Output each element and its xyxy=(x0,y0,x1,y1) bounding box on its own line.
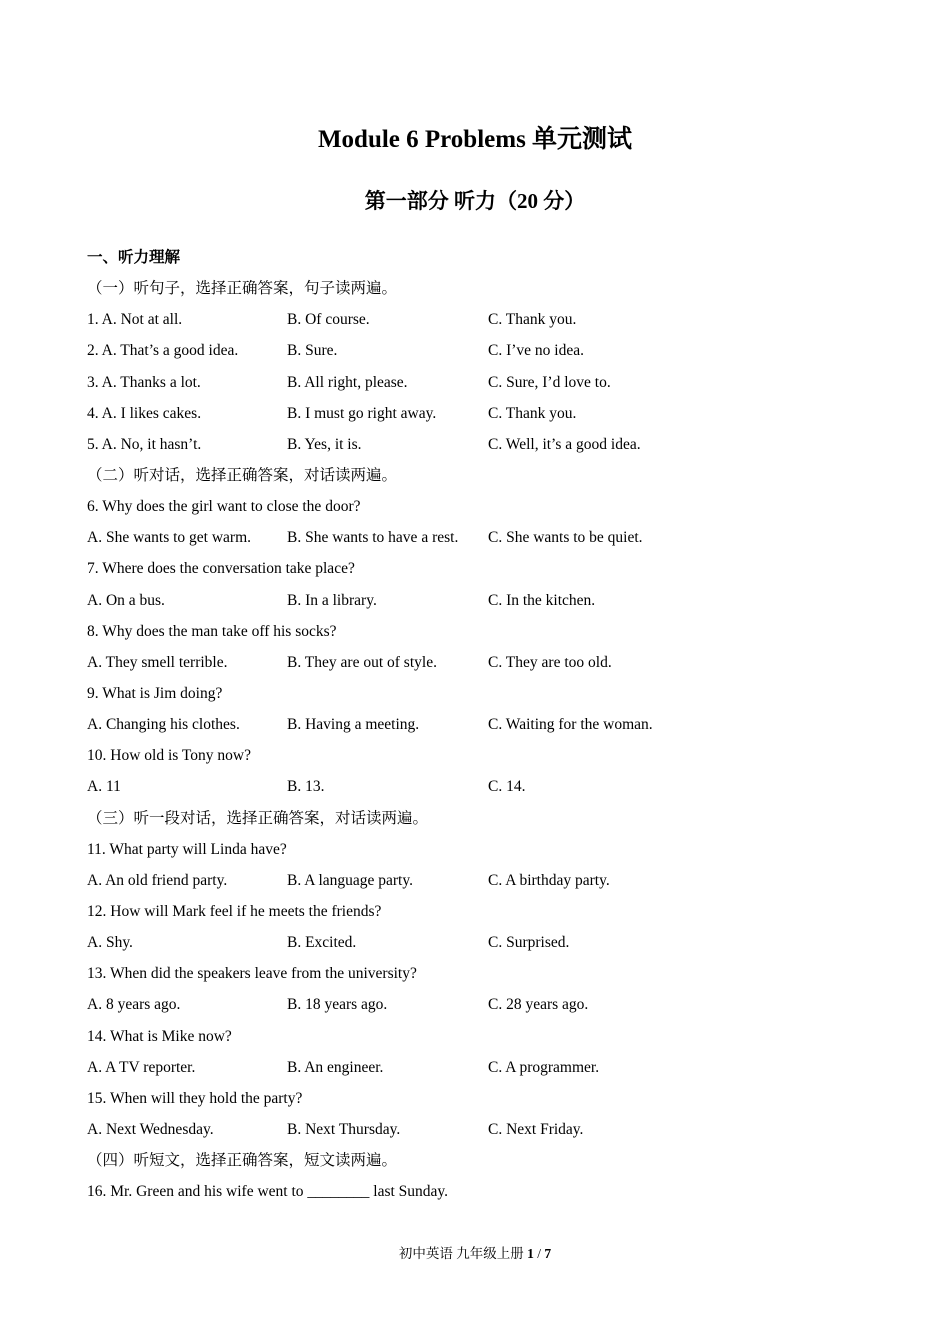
question-6-stem: 6. Why does the girl want to close the door? xyxy=(87,498,361,516)
q10-option-a: A. 11 xyxy=(87,778,121,796)
question-2-options xyxy=(87,335,887,366)
q5-option-c: C. Well, it’s a good idea. xyxy=(488,435,641,453)
q5-option-b: B. Yes, it is. xyxy=(287,435,362,453)
page-total: 7 xyxy=(544,1246,552,1261)
q9-option-c: C. Waiting for the woman. xyxy=(488,716,653,734)
page-title: Module 6 Problems 单元测试 xyxy=(317,126,633,153)
question-9-stem: 9. What is Jim doing? xyxy=(87,684,223,702)
question-8-stem: 8. Why does the man take off his socks? xyxy=(87,622,337,640)
question-6-options xyxy=(87,522,887,553)
q3-option-c: C. Sure, I’d love to. xyxy=(488,373,611,391)
q9-option-b: B. Having a meeting. xyxy=(287,716,420,734)
question-10-stem: 10. How old is Tony now? xyxy=(87,747,251,765)
question-15-stem: 15. When will they hold the party? xyxy=(87,1089,303,1107)
question-list xyxy=(87,242,887,1207)
question-4-options xyxy=(87,398,887,429)
q15-option-c: C. Next Friday. xyxy=(488,1120,584,1138)
q4-option-a: 4. A. I likes cakes. xyxy=(87,404,202,422)
question-13-stem: 13. When did the speakers leave from the university? xyxy=(87,965,417,983)
q6-option-c: C. She wants to be quiet. xyxy=(488,529,643,547)
question-16-stem: 16. Mr. Green and his wife went to ________ last Sunday. xyxy=(87,1183,449,1201)
page-number: 1 xyxy=(527,1246,534,1261)
q10-option-b: B. 13. xyxy=(287,778,325,796)
question-5-options xyxy=(87,429,887,460)
question-12-stem: 12. How will Mark feel if he meets the friends? xyxy=(87,902,382,920)
q6-option-b: B. She wants to have a rest. xyxy=(287,529,459,547)
q11-option-c: C. A birthday party. xyxy=(488,871,610,889)
part4-instruction: （四）听短文，选择正确答案，短文读两遍。 xyxy=(87,1152,398,1170)
q1-option-c: C. Thank you. xyxy=(488,311,577,329)
question-1-options xyxy=(87,304,887,335)
q8-option-c: C. They are too old. xyxy=(488,653,612,671)
question-13-options xyxy=(87,989,887,1020)
q7-option-a: A. On a bus. xyxy=(87,591,165,609)
question-11-options xyxy=(87,865,887,896)
q10-option-c: C. 14. xyxy=(488,778,526,796)
q2-option-a: 2. A. That’s a good idea. xyxy=(87,342,239,360)
question-9-options xyxy=(87,709,887,740)
q2-option-b: B. Sure. xyxy=(287,342,338,360)
question-7-stem: 7. Where does the conversation take place? xyxy=(87,560,355,578)
q15-option-b: B. Next Thursday. xyxy=(287,1120,401,1138)
q14-option-a: A. A TV reporter. xyxy=(87,1058,196,1076)
q3-option-a: 3. A. Thanks a lot. xyxy=(87,373,201,391)
q1-option-b: B. Of course. xyxy=(287,311,370,329)
question-7-options xyxy=(87,585,887,616)
q14-option-b: B. An engineer. xyxy=(287,1058,384,1076)
q1-option-a: 1. A. Not at all. xyxy=(87,311,183,329)
question-15-options xyxy=(87,1114,887,1145)
q7-option-b: B. In a library. xyxy=(287,591,377,609)
question-14-stem: 14. What is Mike now? xyxy=(87,1027,232,1045)
q11-option-b: B. A language party. xyxy=(287,871,413,889)
question-8-options xyxy=(87,647,887,678)
part2-instruction: （二）听对话，选择正确答案，对话读两遍。 xyxy=(87,466,398,484)
question-14-options xyxy=(87,1052,887,1083)
q9-option-a: A. Changing his clothes. xyxy=(87,716,240,734)
q14-option-c: C. A programmer. xyxy=(488,1058,600,1076)
part3-instruction: （三）听一段对话，选择正确答案，对话读两遍。 xyxy=(87,809,429,827)
q4-option-c: C. Thank you. xyxy=(488,404,577,422)
page-footer xyxy=(0,1243,950,1265)
q12-option-c: C. Surprised. xyxy=(488,934,570,952)
footer-label: 初中英语 九年级上册 xyxy=(398,1246,524,1261)
q15-option-a: A. Next Wednesday. xyxy=(87,1120,214,1138)
q13-option-c: C. 28 years ago. xyxy=(488,996,589,1014)
q7-option-c: C. In the kitchen. xyxy=(488,591,596,609)
q4-option-b: B. I must go right away. xyxy=(287,404,437,422)
q6-option-a: A. She wants to get warm. xyxy=(87,529,252,547)
q3-option-b: B. All right, please. xyxy=(287,373,408,391)
question-10-options xyxy=(87,771,887,802)
q13-option-b: B. 18 years ago. xyxy=(287,996,388,1014)
q8-option-b: B. They are out of style. xyxy=(287,653,437,671)
question-3-options xyxy=(87,367,887,398)
part1-instruction: （一）听句子，选择正确答案，句子读两遍。 xyxy=(87,280,398,298)
q8-option-a: A. They smell terrible. xyxy=(87,653,228,671)
q11-option-a: A. An old friend party. xyxy=(87,871,228,889)
section-heading: 一、听力理解 xyxy=(87,249,181,266)
page-separator: / xyxy=(537,1246,541,1261)
question-11-stem: 11. What party will Linda have? xyxy=(87,840,287,858)
q12-option-a: A. Shy. xyxy=(87,934,133,952)
q5-option-a: 5. A. No, it hasn’t. xyxy=(87,435,202,453)
q13-option-a: A. 8 years ago. xyxy=(87,996,181,1014)
section-title: 第一部分 听力（20 分） xyxy=(364,189,586,213)
q2-option-c: C. I’ve no idea. xyxy=(488,342,584,360)
question-12-options xyxy=(87,927,887,958)
q12-option-b: B. Excited. xyxy=(287,934,357,952)
